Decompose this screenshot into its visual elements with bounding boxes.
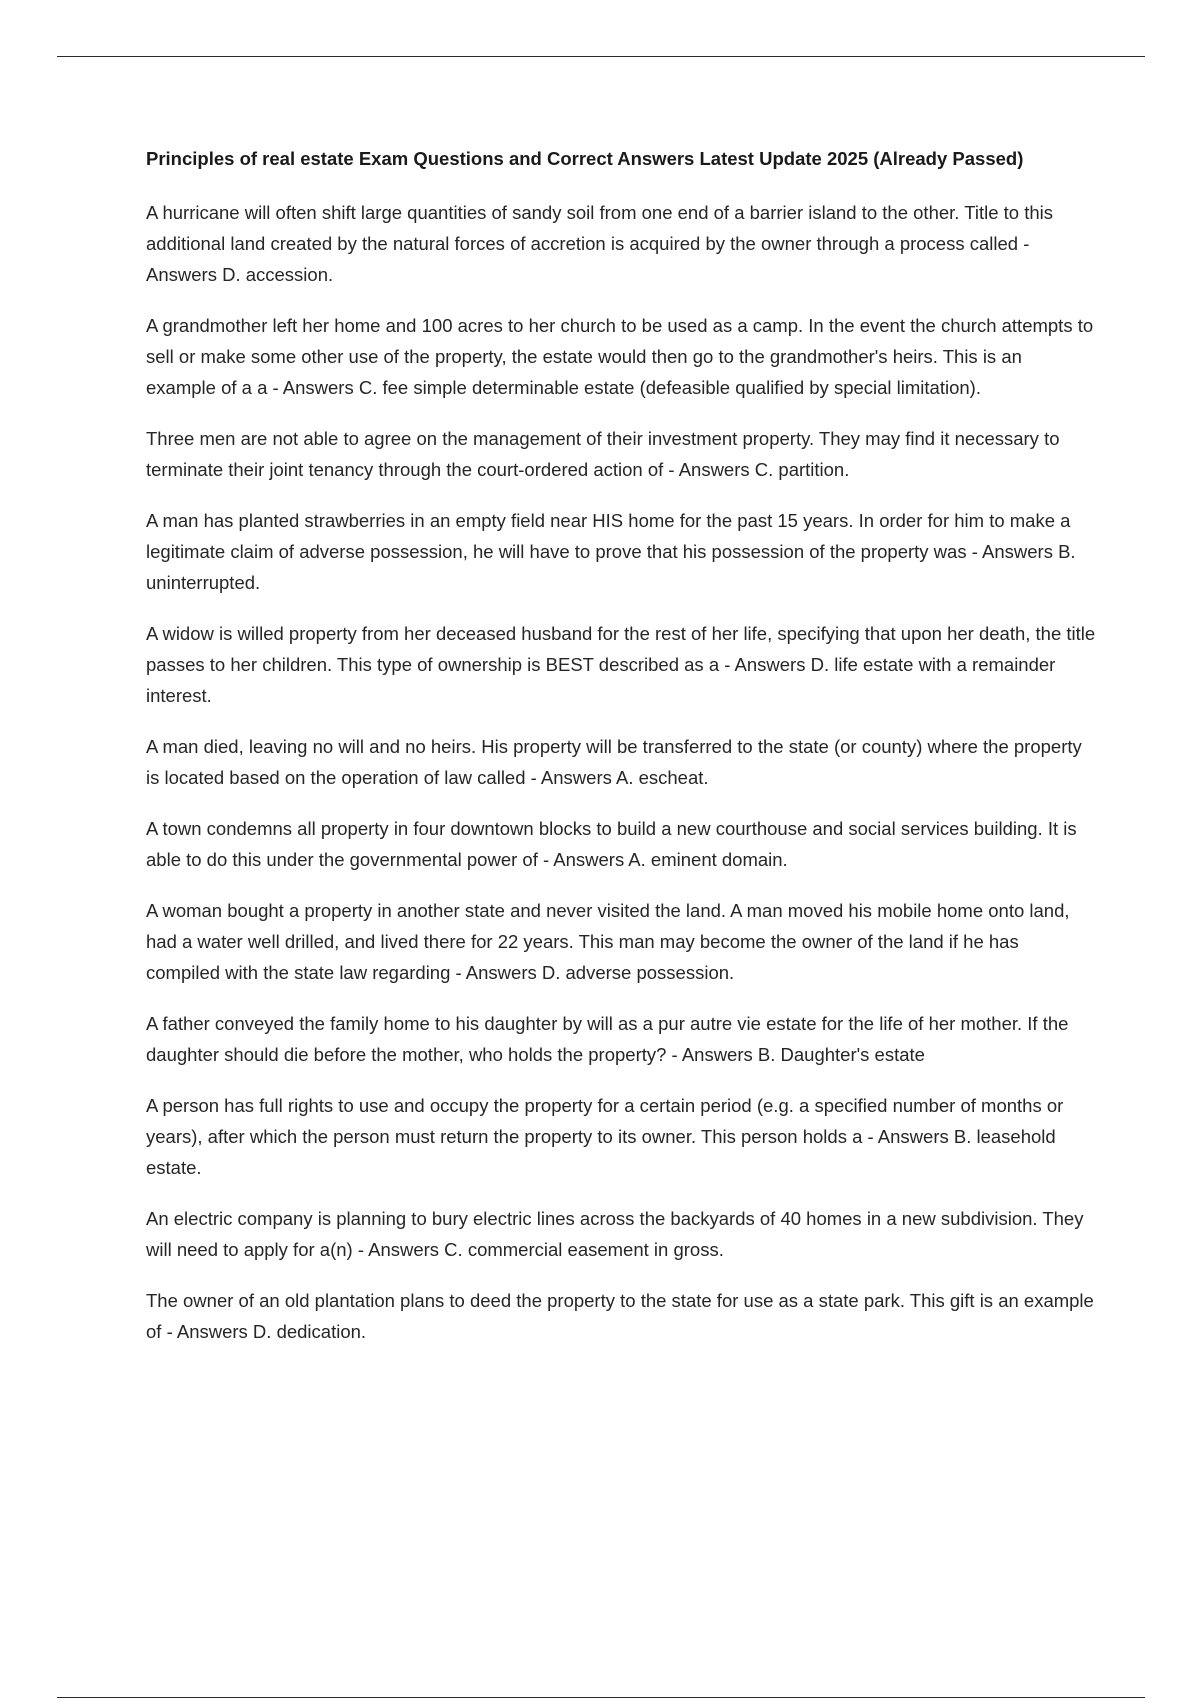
- question-paragraph-10: A person has full rights to use and occupy the property for a certain period (e.g. a specified number of months or years), after which the person must return the property to its owner. This person holds a - Answers B. leasehold estate.: [146, 1095, 1064, 1178]
- question-paragraph-3: Three men are not able to agree on the management of their investment property. They may find it necessary to terminate their joint tenancy through the court-ordered action of - Answers C. partition.: [146, 428, 1060, 480]
- document-body: [146, 145, 1096, 1367]
- question-paragraph-8: A woman bought a property in another state and never visited the land. A man moved his mobile home onto land, had a water well drilled, and lived there for 22 years. This man may become the owner of the land if he has compiled with the state law regarding - Answers D. adverse possession.: [146, 900, 1070, 983]
- question-paragraph-1: A hurricane will often shift large quantities of sandy soil from one end of a barrier island to the other. Title to this additional land created by the natural forces of accretion is acquired by the owner through a process called - Answers D. accession.: [146, 202, 1053, 285]
- question-paragraph-6: A man died, leaving no will and no heirs. His property will be transferred to the state (or county) where the property is located based on the operation of law called - Answers A. escheat.: [146, 736, 1082, 788]
- question-paragraph-7: A town condemns all property in four downtown blocks to build a new courthouse and social services building. It is able to do this under the governmental power of - Answers A. eminent domain.: [146, 818, 1077, 870]
- question-paragraph-9: A father conveyed the family home to his daughter by will as a pur autre vie estate for the life of her mother. If the daughter should die before the mother, who holds the property? - Answers B. Daughter's estate: [146, 1013, 1069, 1065]
- document-title: Principles of real estate Exam Questions and Correct Answers Latest Update 2025 (Already Passed): [146, 148, 1024, 169]
- footer-rule: [57, 1697, 1145, 1698]
- header-rule: [57, 56, 1145, 57]
- question-paragraph-12: The owner of an old plantation plans to deed the property to the state for use as a state park. This gift is an example of - Answers D. dedication.: [146, 1290, 1094, 1342]
- question-paragraph-5: A widow is willed property from her deceased husband for the rest of her life, specifying that upon her death, the title passes to her children. This type of ownership is BEST described as a - Answers D. life estate with a remainder interest.: [146, 623, 1096, 706]
- question-paragraph-4: A man has planted strawberries in an empty field near HIS home for the past 15 years. In order for him to make a legitimate claim of adverse possession, he will have to prove that his possession of the property was - Answers B. uninterrupted.: [146, 510, 1076, 593]
- question-paragraph-2: A grandmother left her home and 100 acres to her church to be used as a camp. In the event the church attempts to sell or make some other use of the property, the estate would then go to the grandmother's heirs. This is an example of a a - Answers C. fee simple determinable estate (defeasible qualified by special limitation).: [146, 315, 1094, 398]
- question-paragraph-11: An electric company is planning to bury electric lines across the backyards of 40 homes in a new subdivision. They will need to apply for a(n) - Answers C. commercial easement in gross.: [146, 1208, 1084, 1260]
